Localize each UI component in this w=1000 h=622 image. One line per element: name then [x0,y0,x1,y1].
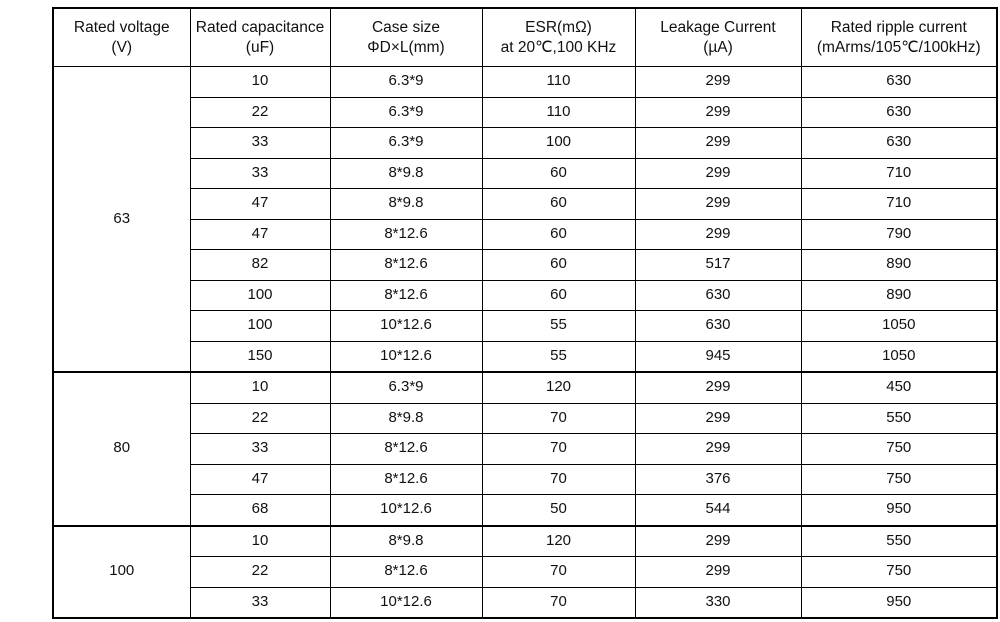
cell-rated-capacitance: 22 [190,557,330,588]
cell-rated-capacitance: 47 [190,219,330,250]
cell-case-size: 8*9.8 [330,403,482,434]
cell-rated-ripple-current: 710 [801,158,997,189]
cell-leakage-current: 945 [635,341,801,372]
cell-rated-capacitance: 100 [190,311,330,342]
table-row [53,495,997,526]
cell-rated-capacitance: 47 [190,189,330,220]
cell-esr: 110 [482,97,635,128]
cell-rated-ripple-current: 750 [801,434,997,465]
cell-case-size: 8*9.8 [330,526,482,557]
cell-case-size: 6.3*9 [330,67,482,98]
capacitor-specification-table [52,7,998,619]
cell-rated-ripple-current: 1050 [801,341,997,372]
table-row [53,526,997,557]
column-header-case-size [330,8,482,67]
cell-rated-ripple-current: 750 [801,464,997,495]
cell-esr: 120 [482,372,635,403]
cell-leakage-current: 376 [635,464,801,495]
table-row [53,97,997,128]
cell-rated-capacitance: 33 [190,128,330,159]
cell-case-size: 6.3*9 [330,97,482,128]
cell-rated-capacitance: 150 [190,341,330,372]
cell-case-size: 8*12.6 [330,464,482,495]
cell-rated-ripple-current: 890 [801,280,997,311]
cell-leakage-current: 299 [635,557,801,588]
table-row [53,341,997,372]
cell-esr: 60 [482,158,635,189]
cell-rated-capacitance: 47 [190,464,330,495]
table-row [53,158,997,189]
cell-esr: 60 [482,280,635,311]
table-row [53,403,997,434]
cell-rated-ripple-current: 630 [801,67,997,98]
header-line2: (mArms/105℃/100kHz) [816,38,981,56]
cell-leakage-current: 299 [635,403,801,434]
cell-leakage-current: 299 [635,372,801,403]
table-row [53,280,997,311]
cell-rated-voltage: 100 [53,526,190,619]
cell-leakage-current: 517 [635,250,801,281]
cell-rated-ripple-current: 630 [801,128,997,159]
cell-esr: 60 [482,219,635,250]
cell-leakage-current: 630 [635,311,801,342]
cell-rated-capacitance: 10 [190,372,330,403]
cell-case-size: 10*12.6 [330,341,482,372]
header-line2: ΦD×L(mm) [367,38,445,56]
cell-rated-capacitance: 22 [190,403,330,434]
cell-rated-capacitance: 33 [190,434,330,465]
header-line2: (V) [111,38,133,56]
cell-case-size: 10*12.6 [330,587,482,618]
cell-rated-ripple-current: 630 [801,97,997,128]
column-header-rated-capacitance [190,8,330,67]
table-row [53,128,997,159]
cell-esr: 70 [482,587,635,618]
table-row [53,219,997,250]
cell-esr: 60 [482,189,635,220]
cell-rated-ripple-current: 550 [801,526,997,557]
cell-rated-capacitance: 33 [190,158,330,189]
header-line1: ESR(mΩ) [525,19,592,37]
cell-leakage-current: 299 [635,158,801,189]
table-row [53,250,997,281]
cell-esr: 60 [482,250,635,281]
cell-leakage-current: 299 [635,67,801,98]
cell-case-size: 8*12.6 [330,219,482,250]
cell-leakage-current: 299 [635,434,801,465]
cell-rated-capacitance: 100 [190,280,330,311]
cell-rated-ripple-current: 890 [801,250,997,281]
cell-rated-capacitance: 10 [190,67,330,98]
table-row [53,434,997,465]
cell-leakage-current: 299 [635,219,801,250]
cell-leakage-current: 299 [635,189,801,220]
header-row [53,8,997,67]
cell-case-size: 8*12.6 [330,434,482,465]
cell-leakage-current: 330 [635,587,801,618]
cell-rated-capacitance: 10 [190,526,330,557]
column-header-rated-voltage [53,8,190,67]
header-line1: Rated ripple current [830,19,967,37]
table-row [53,464,997,495]
table-row [53,587,997,618]
header-line2: at 20℃,100 KHz [500,38,617,56]
cell-case-size: 8*9.8 [330,189,482,220]
cell-leakage-current: 299 [635,128,801,159]
cell-leakage-current: 630 [635,280,801,311]
table-row [53,311,997,342]
cell-esr: 70 [482,434,635,465]
column-header-esr [482,8,635,67]
cell-case-size: 8*9.8 [330,158,482,189]
header-line1: Leakage Current [660,19,776,37]
header-line2: (µA) [703,38,733,56]
cell-esr: 55 [482,341,635,372]
header-line1: Rated voltage [73,19,170,37]
cell-leakage-current: 299 [635,526,801,557]
cell-rated-ripple-current: 950 [801,587,997,618]
cell-rated-voltage: 80 [53,372,190,526]
cell-case-size: 10*12.6 [330,495,482,526]
cell-rated-capacitance: 33 [190,587,330,618]
cell-rated-ripple-current: 550 [801,403,997,434]
cell-rated-ripple-current: 950 [801,495,997,526]
cell-case-size: 8*12.6 [330,280,482,311]
table-row [53,372,997,403]
column-header-leakage-current [635,8,801,67]
cell-case-size: 8*12.6 [330,557,482,588]
cell-rated-ripple-current: 790 [801,219,997,250]
cell-esr: 120 [482,526,635,557]
cell-esr: 110 [482,67,635,98]
table-row [53,189,997,220]
header-line1: Rated capacitance [195,19,325,37]
cell-esr: 70 [482,464,635,495]
cell-esr: 70 [482,557,635,588]
cell-case-size: 6.3*9 [330,372,482,403]
cell-esr: 50 [482,495,635,526]
cell-leakage-current: 299 [635,97,801,128]
cell-rated-ripple-current: 750 [801,557,997,588]
table-row [53,557,997,588]
cell-case-size: 8*12.6 [330,250,482,281]
header-line2: (uF) [245,38,275,56]
cell-case-size: 6.3*9 [330,128,482,159]
cell-rated-ripple-current: 450 [801,372,997,403]
header-line1: Case size [371,19,441,37]
cell-esr: 100 [482,128,635,159]
cell-leakage-current: 544 [635,495,801,526]
cell-rated-capacitance: 68 [190,495,330,526]
table-body [53,67,997,619]
table-header [53,8,997,67]
cell-rated-ripple-current: 710 [801,189,997,220]
cell-case-size: 10*12.6 [330,311,482,342]
column-header-rated-ripple-current [801,8,997,67]
table-row [53,67,997,98]
cell-rated-ripple-current: 1050 [801,311,997,342]
cell-rated-capacitance: 82 [190,250,330,281]
cell-esr: 70 [482,403,635,434]
cell-rated-voltage: 63 [53,67,190,373]
cell-esr: 55 [482,311,635,342]
cell-rated-capacitance: 22 [190,97,330,128]
